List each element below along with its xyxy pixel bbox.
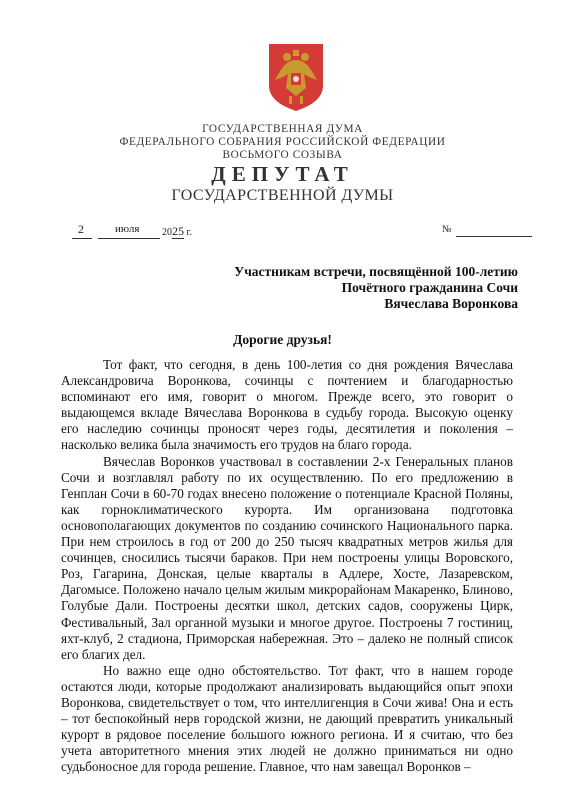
letter-body [61,357,513,775]
letterhead-title: ДЕПУТАТ [211,162,354,186]
letterhead-line-2: ФЕДЕРАЛЬНОГО СОБРАНИЯ РОССИЙСКОЙ ФЕДЕРАЦИИ [119,136,446,148]
salutation: Дорогие друзья! [233,332,332,347]
number-sign: № [442,224,452,235]
addressee-block [98,264,518,313]
number-line [456,236,532,237]
paragraph-2: Вячеслав Воронков участвовал в составлении 2-х Генеральных планов Сочи и возглавлял работу по их осуществлению. По его предложению в Генплан Сочи в 60-70 годах внесено положение о потенциале Красной Поляны, как горноклиматического курорта. Им организована подготовка основополагающих документов по созданию сочинского Национального парка. При нем строилось в год от 200 до 250 тысяч квадратных метров жилья для сочинцев, сносились тысячи бараков. При нем построены улицы Воровского, Роз, Гагарина, Донская, целые кварталы в Адлере, Хосте, Лазаревском, Дагомысе. Положено начало целым жилым микрорайонам Макаренко, Блиново, Голубые Дали. Построены десятки школ, детских садов, сооружены Цирк, Фестивальный, Зал органной музыки и многое другое. Построены 7 гостиниц, яхт-клуб, 2 стадиона, Приморская набережная. Это – далеко не полный список его благих дел. [61,453,513,662]
letterhead-line-1: ГОСУДАРСТВЕННАЯ ДУМА [202,123,363,135]
date-year-prefix: 20 [162,227,172,238]
document-number-field [442,224,532,235]
date-year-field [162,224,202,239]
coat-of-arms-icon [265,40,327,114]
addressee-line-2: Почётного гражданина Сочи [341,280,518,296]
letterhead-line-3: ВОСЬМОГО СОЗЫВА [222,149,343,161]
date-month-field [98,223,160,239]
date-day: 2 [78,222,84,236]
date-day-field [72,222,92,239]
date-month: июля [115,223,140,235]
letterhead-subtitle: ГОСУДАРСТВЕННОЙ ДУМЫ [171,187,394,204]
paragraph-3: Но важно еще одно обстоятельство. Тот факт, что в нашем городе остаются люди, которые продолжают анализировать выдающийся опыт эпохи Воронкова, свидетельствует о том, что интеллигенция в Сочи жива! Она и есть – тот беспокойный нерв городской жизни, не дающий превратить уникальный курорт в рядовое поселение большого южного региона. И я считаю, что без учета авторитетного мнения этих людей не должно приниматься ни одно судьбоносное для города решение. Главное, что нам завещал Воронков – [61,662,513,775]
addressee-line-3: Вячеслава Воронкова [384,296,518,312]
addressee-line-1: Участникам встречи, посвящённой 100-летию [234,264,518,279]
date-year-suffix: 25 [172,224,184,238]
date-year-unit: г. [186,227,192,238]
paragraph-1: Тот факт, что сегодня, в день 100-летия со дня рождения Вячеслава Александровича Воронкова, сочинцы с почтением и благодарностью вспоминают его имя, говорит о многом. Прежде всего, это говорит о выдающемся вкладе Вячеслава Воронкова в судьбу города. Высокую оценку его наследию сочинцы проносят через годы, десятилетия и поколения – насколько велика была значимость его трудов на благо города. [61,357,513,453]
